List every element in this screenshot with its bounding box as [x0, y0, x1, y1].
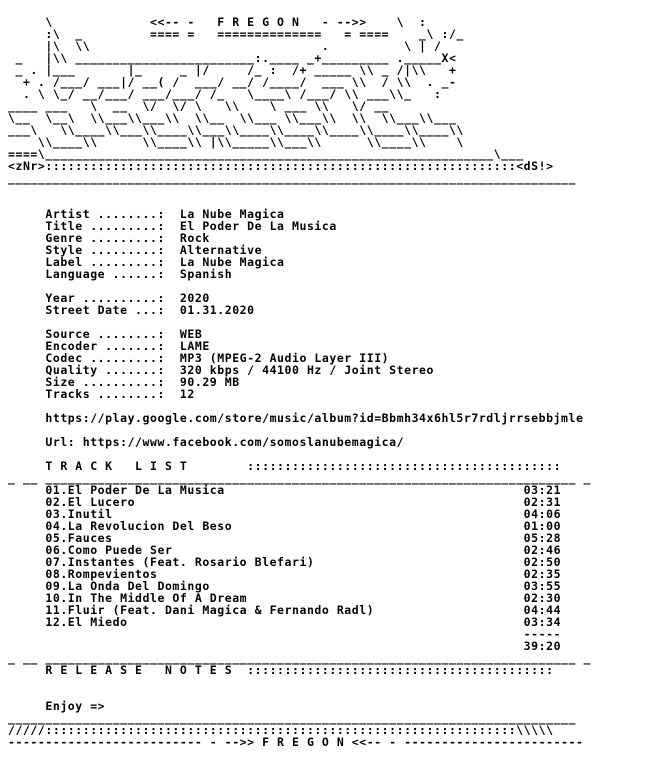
nfo-line: 08.Rompevientos 02:35: [8, 567, 562, 581]
nfo-line: \\____\\ \\____\\ |\\_____\\___\\ \\____\\ \: [8, 135, 464, 149]
nfo-line: 01.El Poder De La Musica 03:21: [8, 483, 562, 497]
nfo-line: _ __ _______________________________________________________________________ _: [8, 651, 591, 665]
nfo-line: :\ _ ==== = ============== = ==== _\ :/_: [8, 27, 464, 41]
nfo-line: 07.Instantes (Feat. Rosario Blefari) 02:50: [8, 555, 562, 569]
nfo-line: ____________________________________________________________________________: [8, 711, 576, 725]
nfo-line: Url: https://www.facebook.com/somoslanubemagica/: [8, 435, 405, 449]
nfo-line: -------------------------- - -->> F R E G O N <<-- - ------------------------: [8, 735, 584, 749]
nfo-line: \ <<-- - F R E G O N - -->> \ :: [8, 15, 427, 29]
nfo-text: [8, 16, 591, 760]
nfo-line: Encoder .......: LAME: [8, 339, 210, 353]
nfo-line: Codec .........: MP3 (MPEG-2 Audio Layer III): [8, 351, 390, 365]
nfo-line: _ . |___ |_ _ |/ /_ : /+ _____ \\ _ /|\\ +: [8, 63, 457, 77]
nfo-line: . \ \_/ __/___/ ___/___/ /_ \____\ /___/ \\ ___\\_ :: [8, 87, 442, 101]
nfo-line: https://play.google.com/store/music/album?id=Bbmh34x6hl5r7rdljrrsebbjmle: [8, 411, 584, 425]
nfo-line: ____ ___ \ __ \/ \/ \ \\ \ ___ \\ \/ __: [8, 99, 390, 113]
nfo-line: Quality .......: 320 kbps / 44100 Hz / Joint Stereo: [8, 363, 434, 377]
nfo-line: Source ........: WEB: [8, 327, 203, 341]
nfo-line: R E L E A S E N O T E S :::::::::::::::::::::::::::::::::::::::::: [8, 663, 554, 677]
nfo-line: 39:20: [8, 639, 562, 653]
nfo-line: Size ..........: 90.29 MB: [8, 375, 240, 389]
nfo-line: ____________________________________________________________________________: [8, 171, 576, 185]
nfo-line: 09.La Onda Del Domingo 03:55: [8, 579, 562, 593]
nfo-line: -----: [8, 627, 562, 641]
nfo-line: ====\____________________________________________________________\___: [8, 147, 524, 161]
nfo-line: 10.In The Middle Of A Dream 02:30: [8, 591, 562, 605]
nfo-line: Tracks ........: 12: [8, 387, 195, 401]
nfo-line: 12.El Miedo 03:34: [8, 615, 562, 629]
nfo-line: Label .........: La Nube Magica: [8, 255, 285, 269]
nfo-line: 02.El Lucero 02:31: [8, 495, 562, 509]
nfo-line: |\ \\ . \ | /: [8, 39, 442, 53]
nfo-line: 04.La Revolucion Del Beso 01:00: [8, 519, 562, 533]
nfo-line: [8, 184, 591, 196]
nfo-line: 05.Fauces 05:28: [8, 531, 562, 545]
nfo-line: _ |\\ ________________________:.____ _+_________ ._____X<: [8, 51, 457, 65]
nfo-line: Style .........: Alternative: [8, 243, 263, 257]
nfo-line: 11.Fluir (Feat. Dani Magica & Fernando Radl) 04:44: [8, 603, 562, 617]
nfo-line: 03.Inutil 04:06: [8, 507, 562, 521]
nfo-line: Genre .........: Rock: [8, 231, 210, 245]
nfo-line: ___\ \\____\\___\\____\\___\\____\\____\\____\\____\\____\\: [8, 123, 464, 137]
nfo-line: Language ......: Spanish: [8, 267, 233, 281]
nfo-line: Artist ........: La Nube Magica: [8, 207, 285, 221]
nfo-line: T R A C K L I S T ::::::::::::::::::::::::::::::::::::::::::: [8, 459, 562, 473]
nfo-line: 06.Como Puede Ser 02:46: [8, 543, 562, 557]
nfo-line: Enjoy =>: [8, 699, 106, 713]
nfo-line: /////:::::::::::::::::::::::::::::::::::::::::::::::::::::::::::::::\\\\\: [8, 723, 554, 737]
nfo-line: + . /___/ ___|/ __( / ___/ __/ /____/ ___ \\ / \\ . _-: [8, 75, 457, 89]
nfo-line: Year ..........: 2020: [8, 291, 210, 305]
nfo-line: [8, 748, 591, 760]
nfo-line: \__ \__\ \\___\\___\\ \\__ \\___ \\___\\ \\ \\___\\___: [8, 111, 457, 125]
nfo-line: [8, 676, 591, 688]
nfo-line: Title .........: El Poder De La Musica: [8, 219, 337, 233]
nfo-line: Street Date ...: 01.31.2020: [8, 303, 255, 317]
nfo-line: _ __ _______________________________________________________________________ _: [8, 471, 591, 485]
nfo-line: <zNr>:::::::::::::::::::::::::::::::::::::::::::::::::::::::::::::::<dS!>: [8, 159, 554, 173]
